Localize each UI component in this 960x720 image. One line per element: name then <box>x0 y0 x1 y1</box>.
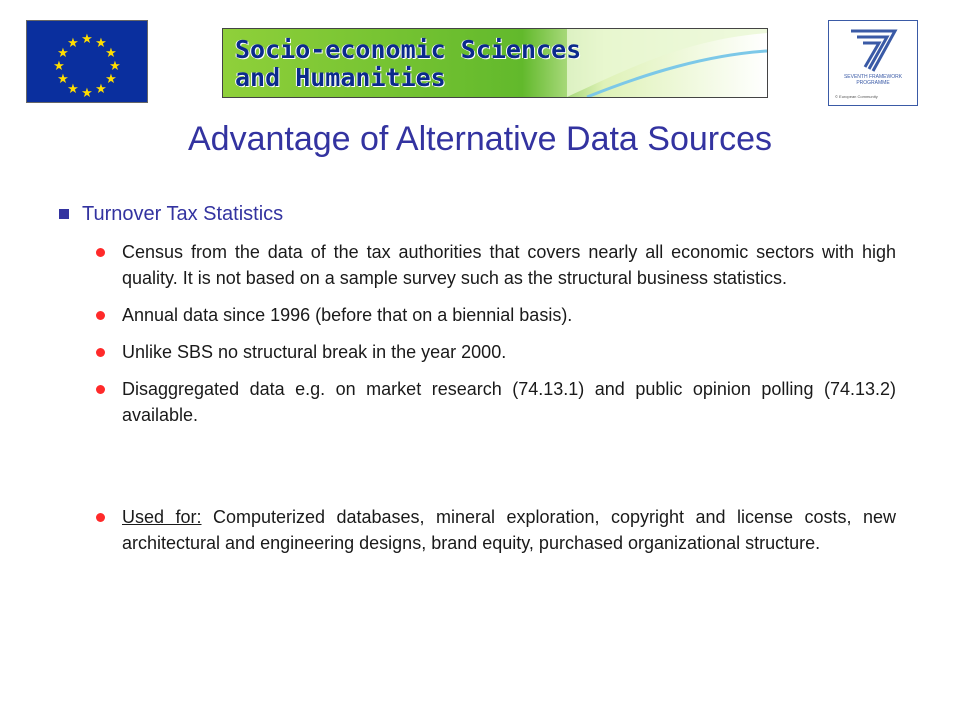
fp7-logo <box>828 20 918 106</box>
svg-text:★: ★ <box>95 36 107 51</box>
svg-text:★: ★ <box>67 36 79 51</box>
used-for-label: Used for: <box>122 507 202 527</box>
swoosh-icon <box>567 29 767 97</box>
list-item-text: Unlike SBS no structural break in the year 2000. <box>122 342 507 362</box>
svg-text:★: ★ <box>57 46 69 61</box>
square-bullet-icon <box>59 209 69 219</box>
banner-line-1: Socio-economic Sciences <box>235 35 582 64</box>
svg-text:★: ★ <box>67 82 79 97</box>
svg-text:★: ★ <box>105 46 117 61</box>
section-heading <box>82 203 283 226</box>
banner-line-2: and Humanities <box>235 63 446 92</box>
bullet-dot-icon <box>96 513 105 522</box>
eu-flag-logo <box>26 20 148 103</box>
fp7-copyright: © European Community <box>835 94 878 99</box>
ssh-banner-logo <box>222 28 768 98</box>
svg-text:★: ★ <box>109 59 121 74</box>
bullet-dot-icon <box>96 348 105 357</box>
list-item <box>96 376 896 428</box>
fp7-line-2: PROGRAMME <box>856 80 890 86</box>
svg-text:★: ★ <box>57 72 69 87</box>
list-item <box>96 239 896 291</box>
list-item-text: Disaggregated data e.g. on market research (74.13.1) and public opinion polling (74.13.2) available. <box>122 379 896 425</box>
bullet-dot-icon <box>96 248 105 257</box>
fp7-line-1: SEVENTH FRAMEWORK <box>843 74 903 80</box>
svg-text:★: ★ <box>95 82 107 97</box>
svg-text:★: ★ <box>81 32 93 47</box>
svg-text:★: ★ <box>53 59 65 74</box>
list-item-text: Annual data since 1996 (before that on a biennial basis). <box>122 305 573 325</box>
list-item <box>96 339 896 365</box>
list-item-text: Census from the data of the tax authorities that covers nearly all economic sectors with high quality. It is not based on a sample survey such as the structural business statistics. <box>122 242 896 288</box>
svg-text:★: ★ <box>81 86 93 101</box>
section-heading-text: Turnover Tax Statistics <box>82 203 284 225</box>
used-for-text: Computerized databases, mineral exploration, copyright and license costs, new architectural and engineering designs, brand equity, purchased organizational structure. <box>122 507 896 553</box>
list-item <box>96 302 896 328</box>
eu-stars-icon <box>27 21 147 102</box>
bullet-dot-icon <box>96 311 105 320</box>
bullet-dot-icon <box>96 385 105 394</box>
used-for-item <box>96 504 896 556</box>
bullet-list <box>96 239 896 567</box>
slide-title: Advantage of Alternative Data Sources <box>187 120 773 158</box>
svg-text:★: ★ <box>105 72 117 87</box>
fp7-seven-icon <box>829 21 917 75</box>
